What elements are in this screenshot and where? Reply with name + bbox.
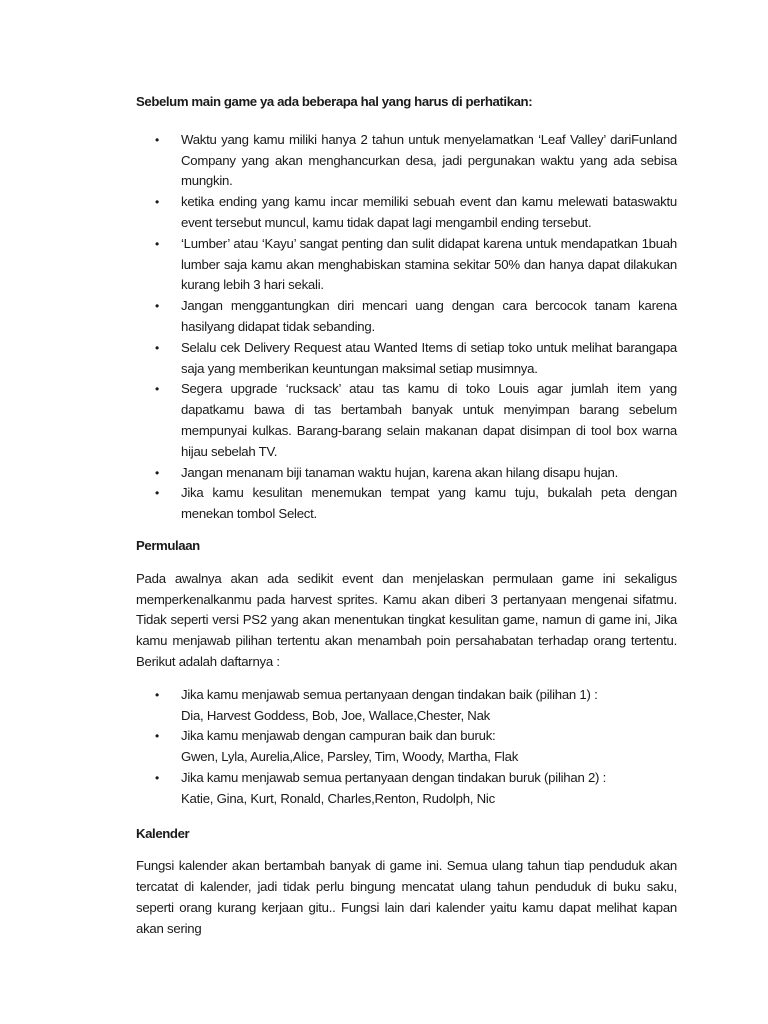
bullet-icon: • — [155, 340, 159, 355]
list-item: • ‘Lumber’ atau ‘Kayu’ sangat penting dan sulit didapat karena untuk mendapatkan 1buah lumber saja kamu akan menghabiskan stamina sekitar 50% dan hanya dapat dilakukan kurang lebih 3 hari sekali. — [155, 235, 677, 293]
list-item: • Waktu yang kamu miliki hanya 2 tahun untuk menyelamatkan ‘Leaf Valley’ dariFunland Company yang akan menghancurkan desa, jadi pergunakan waktu yang ada sebisa mungkin. — [155, 131, 677, 189]
permulaan-paragraph: Pada awalnya akan ada sedikit event dan menjelaskan permulaan game ini sekaligus memperkenalkanmu pada harvest sprites. Kamu akan diberi 3 pertanyaan mengenai sifatmu. Tidak seperti versi PS2 yang akan menentukan tingkat kesulitan game, namun di game ini, Jika kamu menjawab pilihan tertentu akan menambah poin persahabatan terhadap orang tertentu. Berikut adalah daftarnya : — [136, 570, 677, 669]
list-item: • ketika ending yang kamu incar memiliki sebuah event dan kamu melewati bataswaktu event tersebut muncul, kamu tidak dapat lagi mengambil ending tersebut. — [155, 194, 677, 230]
names-list: Gwen, Lyla, Aurelia,Alice, Parsley, Tim, Woody, Martha, Flak — [181, 749, 519, 765]
bullet-icon: • — [155, 195, 159, 210]
intro-list — [136, 130, 677, 525]
bullet-icon: • — [155, 132, 159, 147]
intro-heading: Sebelum main game ya ada beberapa hal yang harus di perhatikan: — [136, 94, 533, 109]
list-item: • Jika kamu menjawab semua pertanyaan dengan tindakan buruk (pilihan 2) : Katie, Gina, Kurt, Ronald, Charles,Renton, Rudolph, Nic — [136, 768, 677, 810]
kalender-paragraph: Fungsi kalender akan bertambah banyak di game ini. Semua ulang tahun tiap penduduk akan tercatat di kalender, jadi tidak perlu bingung mencatat ulang tahun penduduk di buku saku, seperti orang kurang kerjaan gitu.. Fungsi lain dari kalender yaitu kamu dapat melihat kapan akan sering — [136, 858, 677, 936]
list-item: • Jika kamu menjawab dengan campuran baik dan buruk: Gwen, Lyla, Aurelia,Alice, Parsley, Tim, Woody, Martha, Flak — [136, 726, 677, 768]
list-item: • Jangan menggantungkan diri mencari uang dengan cara bercocok tanam karena hasilyang didapat tidak sebanding. — [155, 298, 677, 334]
bullet-icon: • — [155, 770, 159, 785]
bullet-icon: • — [155, 687, 159, 702]
document-page — [136, 92, 677, 939]
permulaan-heading: Permulaan — [136, 537, 200, 553]
list-item: • Segera upgrade ‘rucksack’ atau tas kamu di toko Louis agar jumlah item yang dapatkamu bawa di tas bertambah banyak untuk menyimpan barang sebelum mempunyai kulkas. Barang-barang selain makanan dapat disimpan di tool box warna hijau sebelah TV. — [155, 381, 677, 459]
bullet-icon: • — [155, 465, 159, 480]
bullet-icon: • — [155, 486, 159, 501]
bullet-icon: • — [155, 382, 159, 397]
bullet-icon: • — [155, 236, 159, 251]
list-item: • Selalu cek Delivery Request atau Wanted Items di setiap toko untuk melihat barangapa saja yang memberikan keuntungan maksimal setiap musimnya. — [155, 339, 677, 376]
permulaan-list — [136, 685, 677, 810]
names-list: Katie, Gina, Kurt, Ronald, Charles,Renton, Rudolph, Nic — [181, 790, 495, 806]
list-item: • Jika kamu kesulitan menemukan tempat yang kamu tuju, bukalah peta dengan menekan tombol Select. — [155, 485, 677, 522]
kalender-heading: Kalender — [136, 825, 190, 841]
names-list: Dia, Harvest Goddess, Bob, Joe, Wallace,Chester, Nak — [181, 707, 491, 723]
bullet-icon: • — [155, 729, 159, 744]
bullet-icon: • — [155, 299, 159, 314]
list-item: • Jangan menanam biji tanaman waktu hujan, karena akan hilang disapu hujan. — [136, 463, 677, 484]
list-item: • Jika kamu menjawab semua pertanyaan dengan tindakan baik (pilihan 1) : Dia, Harvest Goddess, Bob, Joe, Wallace,Chester, Nak — [136, 685, 677, 727]
